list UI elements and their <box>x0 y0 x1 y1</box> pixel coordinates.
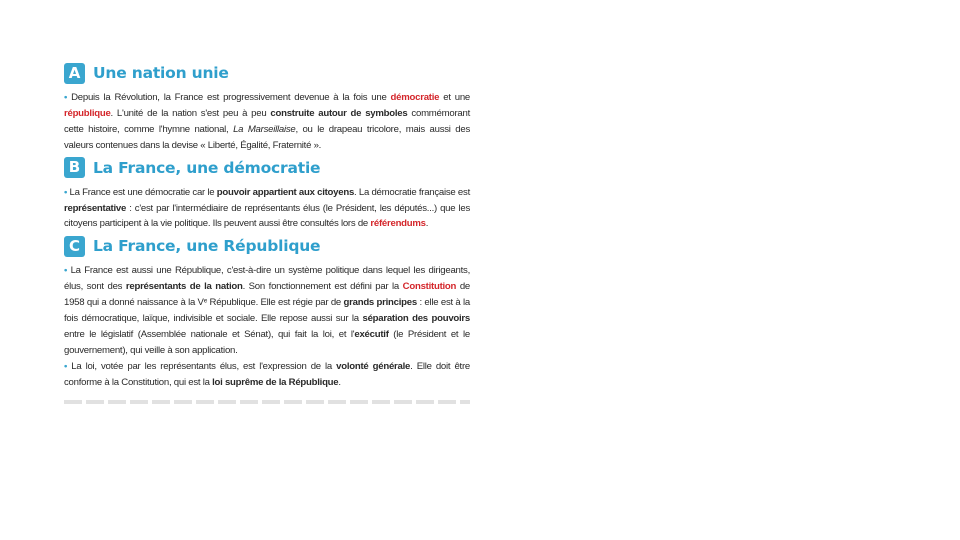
section-c-title: La France, une République <box>93 237 321 256</box>
emphasis-loi-supreme: loi suprême de la République <box>212 376 339 388</box>
section-c-header <box>64 235 470 257</box>
bullet-icon: • <box>64 92 68 103</box>
emphasis-representants: représentants de la nation <box>125 281 243 293</box>
text-run: . Elle doit être conforme à la Constitution, qui est la <box>64 360 470 388</box>
section-b <box>64 157 470 233</box>
keyword-democratie: démocratie <box>390 92 440 103</box>
section-b-letter-badge: B <box>64 157 85 178</box>
text-run: Depuis la Révolution, la France est progressivement devenue à la fois une <box>67 92 391 103</box>
section-a <box>64 62 470 154</box>
bullet-icon: • <box>64 360 68 372</box>
emphasis-pouvoir: pouvoir appartient aux citoyens <box>216 186 355 198</box>
text-run: entre le législatif (Assemblée nationale et Sénat), qui fait la loi, et l' <box>64 328 355 340</box>
textbook-excerpt <box>64 62 470 404</box>
section-c-letter-badge: C <box>64 236 85 257</box>
text-run: La loi, votée par les représentants élus, est l'expression de la <box>67 360 337 372</box>
text-run: (le Président et le gouvernement), qui veille à son application. <box>64 328 470 356</box>
bullet-icon: • <box>64 186 68 198</box>
emphasis-construite: construite autour de symboles <box>270 107 408 119</box>
emphasis-volonte-generale: volonté générale <box>336 360 411 372</box>
emphasis-grands-principes: grands principes <box>343 297 417 309</box>
emphasis-separation: séparation des pouvoirs <box>362 313 471 325</box>
bullet-icon: • <box>64 265 68 277</box>
section-b-paragraph <box>64 185 470 233</box>
italic-marseillaise: La Marseillaise <box>233 123 296 135</box>
section-a-paragraph <box>64 90 470 154</box>
text-run: . L'unité de la nation s'est peu à peu <box>110 107 271 119</box>
text-run: , ou le drapeau tricolore, mais aussi des valeurs contenues dans la devise « Liberté, Égalité, Fraternité ». <box>64 123 470 151</box>
text-run: : c'est par l'intermédiaire de représentants élus (le Président, les députés...) que les citoyens participent à la vie politique. Ils peuvent aussi être consultés lors de <box>64 202 470 230</box>
section-a-header <box>64 62 470 84</box>
cut-off-text-line <box>64 400 470 404</box>
text-run: de 1958 qui a donné naissance à la Vᵉ République. Elle est régie par de <box>64 281 470 309</box>
section-c-paragraph-2 <box>64 359 470 391</box>
section-b-title: La France, une démocratie <box>93 158 321 177</box>
emphasis-representative: représentative <box>64 202 127 214</box>
text-run: La France est aussi une République, c'est-à-dire un système politique dans lequel les dirigeants, élus, sont des <box>64 265 470 293</box>
text-run: commémorant cette histoire, comme l'hymne national, <box>64 107 470 135</box>
section-c-paragraph-1 <box>64 263 470 358</box>
section-a-letter-badge: A <box>64 63 85 84</box>
keyword-republique: république <box>64 107 111 119</box>
text-run: . <box>338 376 341 388</box>
section-c <box>64 235 470 403</box>
text-run: . <box>425 218 429 230</box>
text-run: . Son fonctionnement est défini par la <box>242 281 403 293</box>
keyword-referendums: référendums <box>370 218 426 230</box>
text-run: . La démocratie française est <box>354 186 470 198</box>
section-b-header <box>64 157 470 179</box>
keyword-constitution: Constitution <box>402 281 457 293</box>
emphasis-executif: exécutif <box>354 328 389 340</box>
text-run: : elle est à la fois démocratique, laïque, indivisible et sociale. Elle repose aussi sur la <box>64 297 471 325</box>
text-run: La France est une démocratie car le <box>67 186 217 198</box>
section-a-title: Une nation unie <box>93 64 229 82</box>
text-run: et une <box>439 92 470 103</box>
